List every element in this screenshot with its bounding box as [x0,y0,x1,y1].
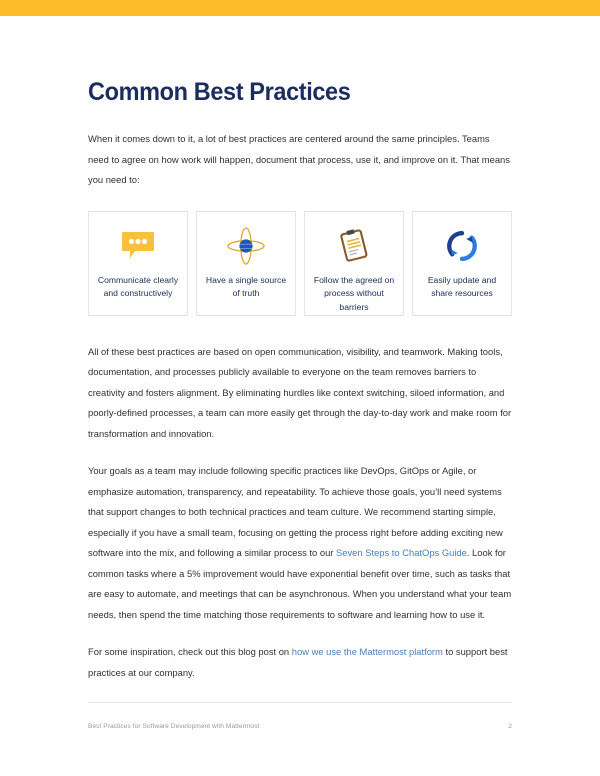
card-label: Easily update and share resources [427,274,497,298]
paragraph-text-segment: For some inspiration, check out this blog post on [88,646,292,657]
page-title: Common Best Practices [88,78,351,106]
speech-bubble-icon [116,225,160,267]
paragraph-text-segment: to support best practices at our company. [88,646,508,678]
card-single-source-of-truth [196,211,296,316]
card-label: Communicate clearly and constructively [97,274,179,298]
card-communicate [88,211,188,316]
paragraph-text-segment: Your goals as a team may include following specific practices like DevOps, GitOps or Agile, or emphasize automation, transparency, and repeatability. To achieve those goals, you’ll need systems that support changes to both technical practices and team culture. We recommend starting simple, especially if you have a small team, focusing on getting the process right before adding exciting new software into the mix, and following a similar process to our [88,465,503,558]
accent-top-bar [0,0,600,16]
card-label: Follow the agreed on process without barriers [313,274,395,312]
paragraph-best-practices: All of these best practices are based on open communication, visibility, and teamwork. Making tools, documentation, and processes publicly available to everyone on the team removes barriers to creativity and fosters alignment. By eliminating hurdles like context switching, siloed information, and poorly-defined processes, a team can more easily get through the day-to-day work and make room for transformation and innovation. [88,345,512,439]
sync-refresh-icon [440,225,484,267]
footer-document-title: Best Practices for Software Development with Mattermost [88,723,260,730]
best-practice-card-row [88,211,512,316]
page-footer [88,723,512,730]
card-label: Have a single source of truth [205,274,287,298]
mattermost-platform-link[interactable]: how we use the Mattermost platform [291,646,443,657]
card-follow-process [304,211,404,316]
chatops-guide-link[interactable]: Seven Steps to ChatOps Guide [336,547,467,558]
card-update-share [412,211,512,316]
intro-paragraph: When it comes down to it, a lot of best practices are centered around the same principles. Teams need to agree on how work will happen, document that process, use it, and improve on it. That means you need to: [88,133,510,185]
orbit-sphere-icon [224,225,268,267]
paragraph-inspiration [88,642,512,683]
page-content [88,78,512,683]
clipboard-icon [332,225,376,267]
paragraph-text-segment: . Look for common tasks where a 5% improvement would have exponential benefit over time, such as tasks that are easy to automate, and meetings that can be asynchronous. When you understand what your team needs, then spend the time matching those requirements to software and learning how to use it. [88,547,512,620]
footer-page-number: 2 [508,723,512,730]
footer-divider [88,702,512,703]
paragraph-team-goals [88,461,512,625]
